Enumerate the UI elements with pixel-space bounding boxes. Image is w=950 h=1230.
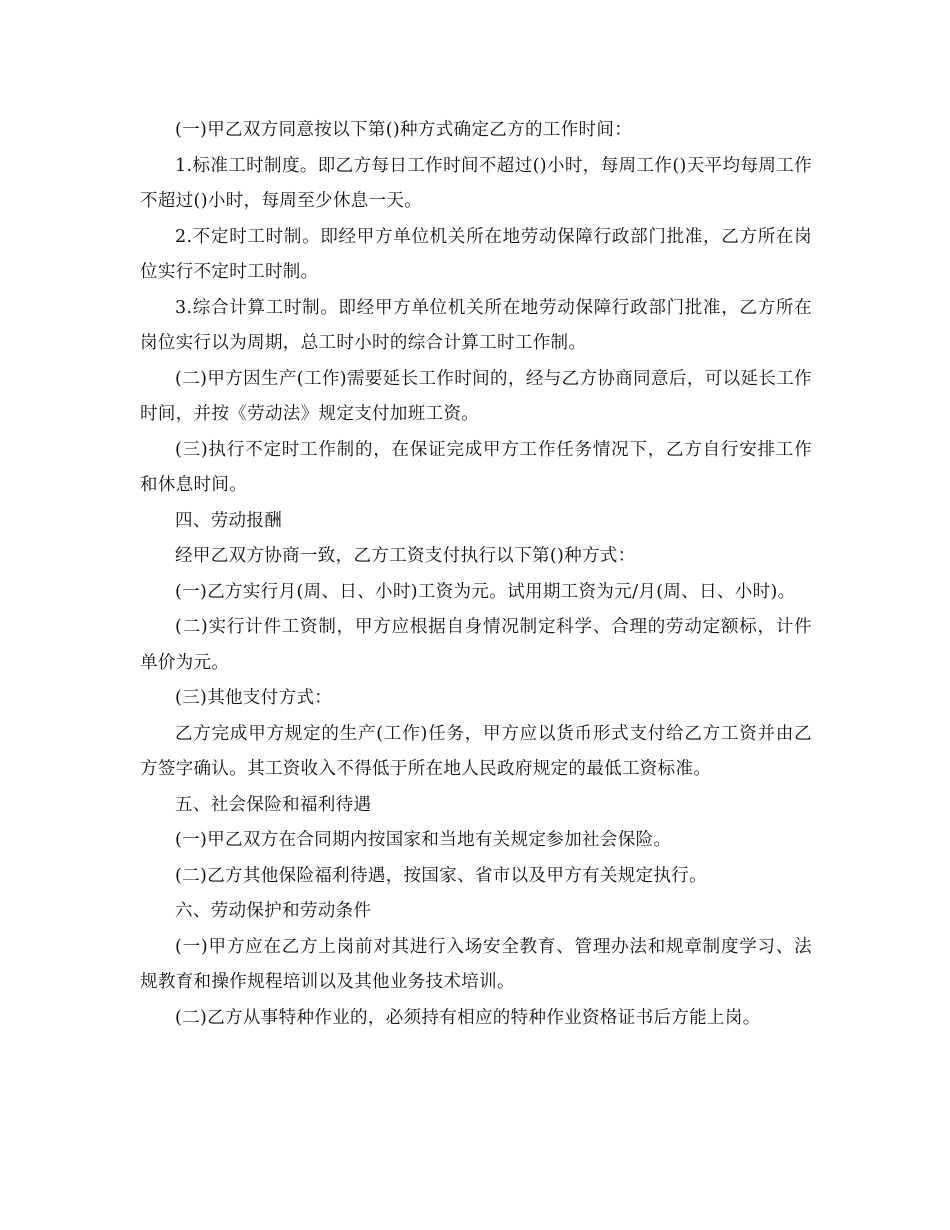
paragraph-payment-confirmation: 乙方完成甲方规定的生产(工作)任务，甲方应以货币形式支付给乙方工资并由乙方签字确认。其工资收入不得低于所在地人民政府规定的最低工资标准。 [140,723,812,779]
paragraph-overtime: (二)甲方因生产(工作)需要延长工作时间的，经与乙方协商同意后，可以延长工作时间，并按《劳动法》规定支付加班工资。 [140,368,812,424]
document-body [140,113,812,1036]
paragraph-flexible-hours: 2.不定时工时制。即经甲方单位机关所在地劳动保障行政部门批准，乙方所在岗位实行不定时工时制。 [140,226,812,282]
paragraph-payment-method: 经甲乙双方协商一致，乙方工资支付执行以下第()种方式： [175,546,636,566]
paragraph-piece-wage: (二)实行计件工资制，甲方应根据自身情况制定科学、合理的劳动定额标，计件单价为元。 [140,617,812,673]
section-heading-insurance: 五、社会保险和福利待遇 [175,794,372,815]
section-heading-labor-protection: 六、劳动保护和劳动条件 [175,901,372,921]
paragraph-other-benefits: (二)乙方其他保险福利待遇，按国家、省市以及甲方有关规定执行。 [175,865,708,886]
paragraph-special-operation: (二)乙方从事特种作业的，必须持有相应的特种作业资格证书后方能上岗。 [175,1007,761,1028]
paragraph-time-wage: (一)乙方实行月(周、日、小时)工资为元。试用期工资为元/月(周、日、小时)。 [175,581,796,602]
paragraph-safety-training: (一)甲方应在乙方上岗前对其进行入场安全教育、管理办法和规章制度学习、法规教育和操作规程培训以及其他业务技术培训。 [140,936,812,992]
paragraph-social-insurance: (一)甲乙双方在合同期内按国家和当地有关规定参加社会保险。 [175,830,672,850]
paragraph-standard-hours: 1.标准工时制度。即乙方每日工作时间不超过()小时，每周工作()天平均每周工作不超过()小时，每周至少休息一天。 [140,155,812,211]
paragraph-flexible-arrangement: (三)执行不定时工作制的，在保证完成甲方工作任务情况下，乙方自行安排工作和休息时间。 [140,439,812,495]
paragraph-comprehensive-hours: 3.综合计算工时制。即经甲方单位机关所在地劳动保障行政部门批准，乙方所在岗位实行以为周期，总工时小时的综合计算工时工作制。 [140,297,812,353]
section-heading-remuneration: 四、劳动报酬 [175,510,283,531]
paragraph-work-time-method: (一)甲乙双方同意按以下第()种方式确定乙方的工作时间： [175,120,633,140]
paragraph-other-payment: (三)其他支付方式： [175,688,333,708]
